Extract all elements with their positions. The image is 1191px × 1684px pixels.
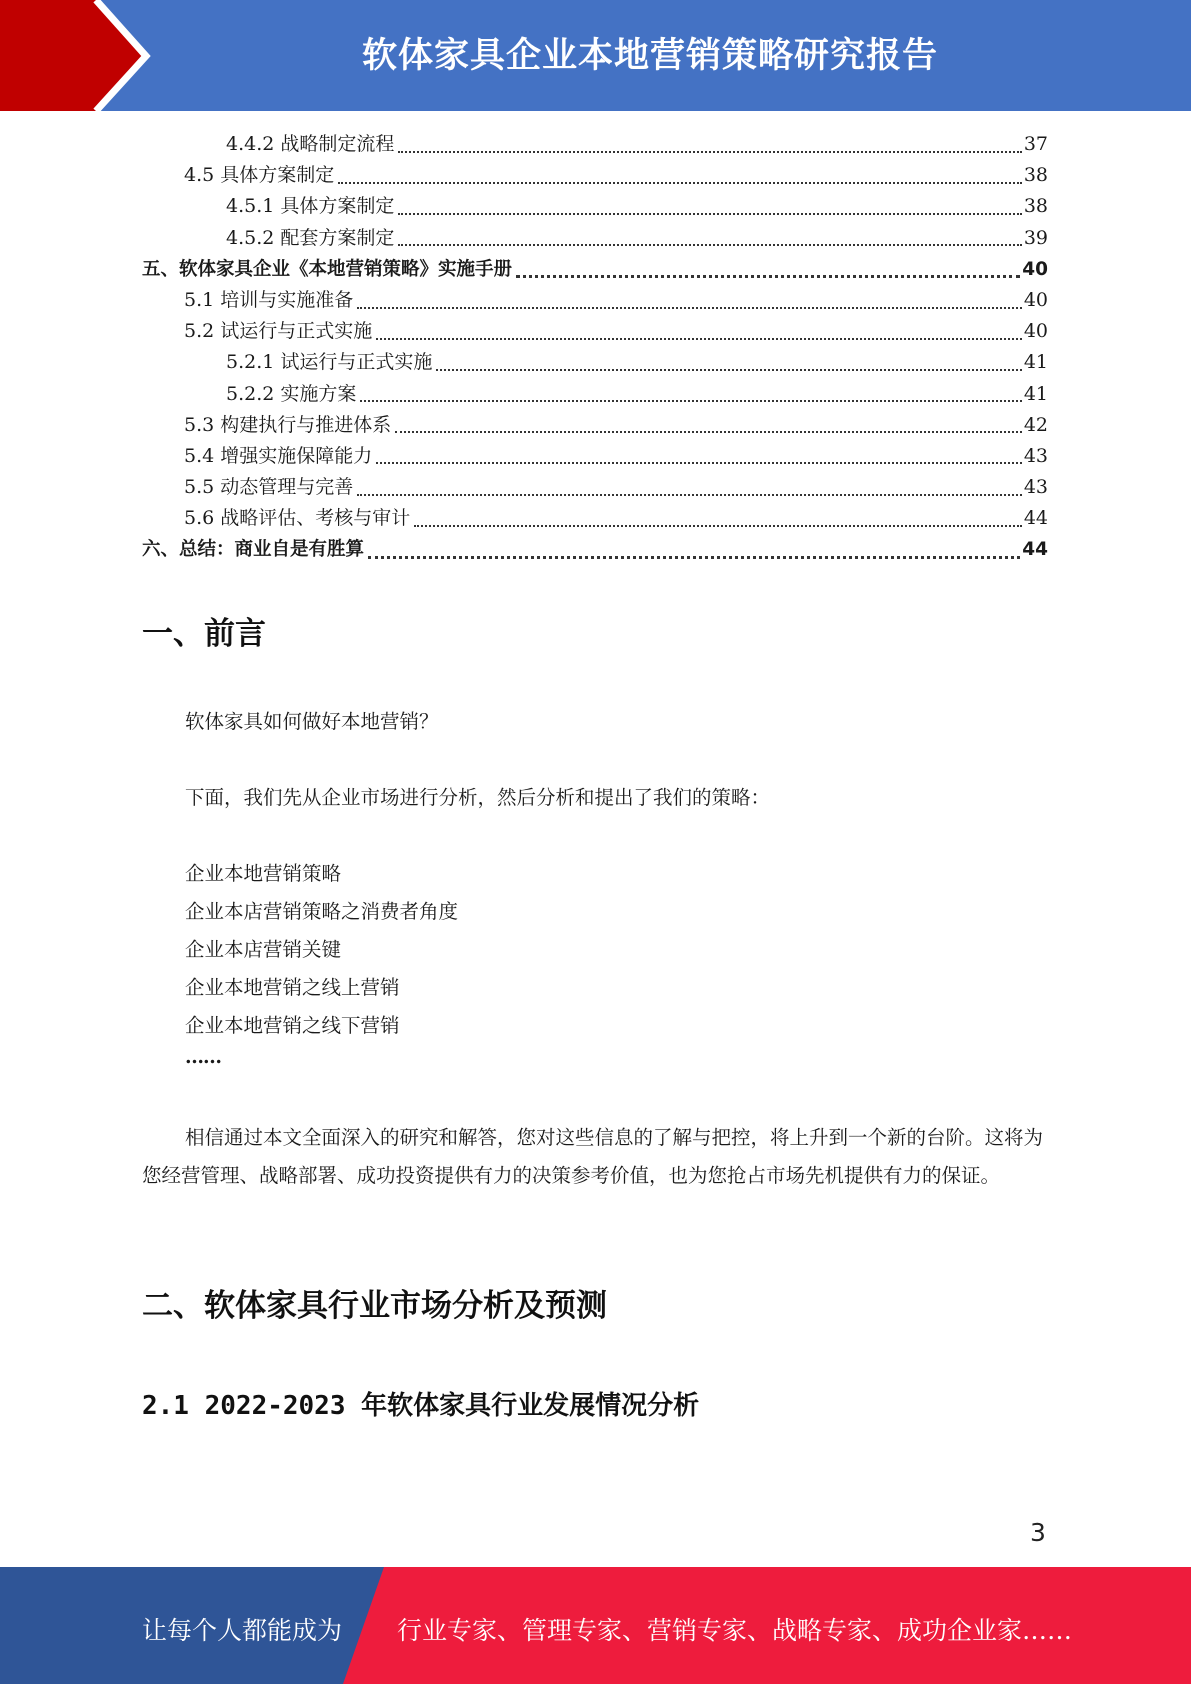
toc-entry-label: 5.2 试运行与正式实施 — [184, 320, 373, 343]
header-banner — [0, 0, 1191, 111]
toc-entry-label: 4.4.2 战略制定流程 — [226, 133, 395, 155]
toc-entry-page: 39 — [1023, 226, 1048, 249]
toc-entry-label: 5.6 战略评估、考核与审计 — [184, 507, 411, 530]
toc-entry[interactable] — [142, 254, 1048, 285]
page-number: 3 — [1030, 1518, 1046, 1547]
toc-entry-label: 六、总结：商业自是有胜算 — [142, 539, 365, 561]
toc-dot-leader — [436, 369, 1021, 371]
section-heading-market-analysis: 二、软体家具行业市场分析及预测 — [142, 1288, 607, 1324]
section-heading-preface: 一、前言 — [142, 616, 266, 652]
toc-dot-leader — [357, 494, 1022, 496]
toc-entry-label: 5.5 动态管理与完善 — [184, 476, 354, 499]
question-line: 软体家具如何做好本地营销？ — [185, 710, 439, 733]
toc-entry[interactable] — [142, 472, 1048, 503]
toc-entry[interactable] — [142, 347, 1048, 378]
toc-entry-label: 5.1 培训与实施准备 — [184, 288, 354, 311]
toc-entry[interactable] — [142, 441, 1048, 472]
toc-dot-leader — [414, 525, 1022, 527]
footer-slogan-right: 行业专家、管理专家、营销专家、战略专家、成功企业家…… — [397, 1616, 1073, 1645]
toc-entry-label: 5.2.1 试运行与正式实施 — [226, 351, 433, 374]
table-of-contents — [142, 129, 1048, 566]
header-red-arrow — [0, 0, 150, 111]
toc-entry-page: 41 — [1023, 351, 1048, 374]
toc-entry-label: 4.5.1 具体方案制定 — [226, 195, 395, 218]
toc-entry-page: 40 — [1022, 258, 1048, 280]
toc-dot-leader — [398, 151, 1021, 153]
toc-dot-leader — [398, 244, 1021, 246]
toc-entry-page: 42 — [1023, 413, 1048, 436]
toc-entry-label: 4.5 具体方案制定 — [184, 164, 335, 187]
list-item: 企业本地营销之线下营销 — [185, 1014, 400, 1037]
strategy-list — [185, 855, 458, 1045]
header-title: 软体家具企业本地营销策略研究报告 — [361, 36, 938, 76]
toc-entry[interactable] — [142, 285, 1048, 316]
toc-dot-leader — [368, 556, 1020, 559]
toc-entry-page: 44 — [1023, 507, 1048, 530]
list-item: 企业本地营销之线上营销 — [185, 976, 400, 999]
subsection-heading-development: 2.1 2022-2023 年软体家具行业发展情况分析 — [142, 1391, 700, 1421]
toc-entry-label: 4.5.2 配套方案制定 — [226, 226, 395, 249]
toc-entry-label: 5.3 构建执行与推进体系 — [184, 413, 392, 436]
toc-dot-leader — [357, 307, 1022, 309]
toc-entry[interactable] — [142, 129, 1048, 160]
list-item: 企业本地营销策略 — [185, 862, 342, 885]
toc-entry[interactable] — [142, 503, 1048, 534]
toc-entry-page: 38 — [1023, 164, 1048, 187]
toc-dot-leader — [360, 400, 1021, 402]
toc-dot-leader — [376, 338, 1022, 340]
footer-banner — [0, 1567, 1191, 1684]
toc-entry[interactable] — [142, 534, 1048, 565]
toc-entry-page: 38 — [1023, 195, 1048, 218]
toc-dot-leader — [338, 182, 1022, 184]
toc-entry-page: 43 — [1023, 476, 1048, 499]
conclusion-paragraph: 相信通过本文全面深入的研究和解答，您对这些信息的了解与把控，将上升到一个新的台阶。这将为您经营管理、战略部署、成功投资提供有力的决策参考价值，也为您抢占市场先机提供有力的保证。 — [142, 1126, 1044, 1187]
toc-entry-page: 44 — [1022, 539, 1048, 561]
toc-entry-label: 5.4 增强实施保障能力 — [184, 444, 373, 467]
toc-entry-label: 五、软体家具企业《本地营销策略》实施手册 — [142, 258, 513, 280]
toc-entry[interactable] — [142, 223, 1048, 254]
toc-entry[interactable] — [142, 379, 1048, 410]
toc-entry-page: 37 — [1023, 133, 1048, 155]
toc-dot-leader — [516, 275, 1020, 278]
toc-dot-leader — [395, 431, 1022, 433]
toc-entry[interactable] — [142, 160, 1048, 191]
toc-entry[interactable] — [142, 191, 1048, 222]
list-item: 企业本店营销关键 — [185, 938, 342, 961]
toc-dot-leader — [376, 462, 1022, 464]
toc-entry-label: 5.2.2 实施方案 — [226, 382, 357, 405]
footer-slogan-left: 让每个人都能成为 — [142, 1616, 343, 1645]
toc-entry-page: 40 — [1023, 288, 1048, 311]
toc-entry[interactable] — [142, 410, 1048, 441]
list-ellipsis: …… — [185, 1046, 221, 1068]
intro-line: 下面，我们先从企业市场进行分析，然后分析和提出了我们的策略： — [185, 786, 771, 809]
toc-entry-page: 43 — [1023, 444, 1048, 467]
toc-entry-page: 41 — [1023, 382, 1048, 405]
toc-entry[interactable] — [142, 316, 1048, 347]
list-item: 企业本店营销策略之消费者角度 — [185, 900, 459, 923]
toc-dot-leader — [398, 213, 1021, 215]
toc-entry-page: 40 — [1023, 320, 1048, 343]
